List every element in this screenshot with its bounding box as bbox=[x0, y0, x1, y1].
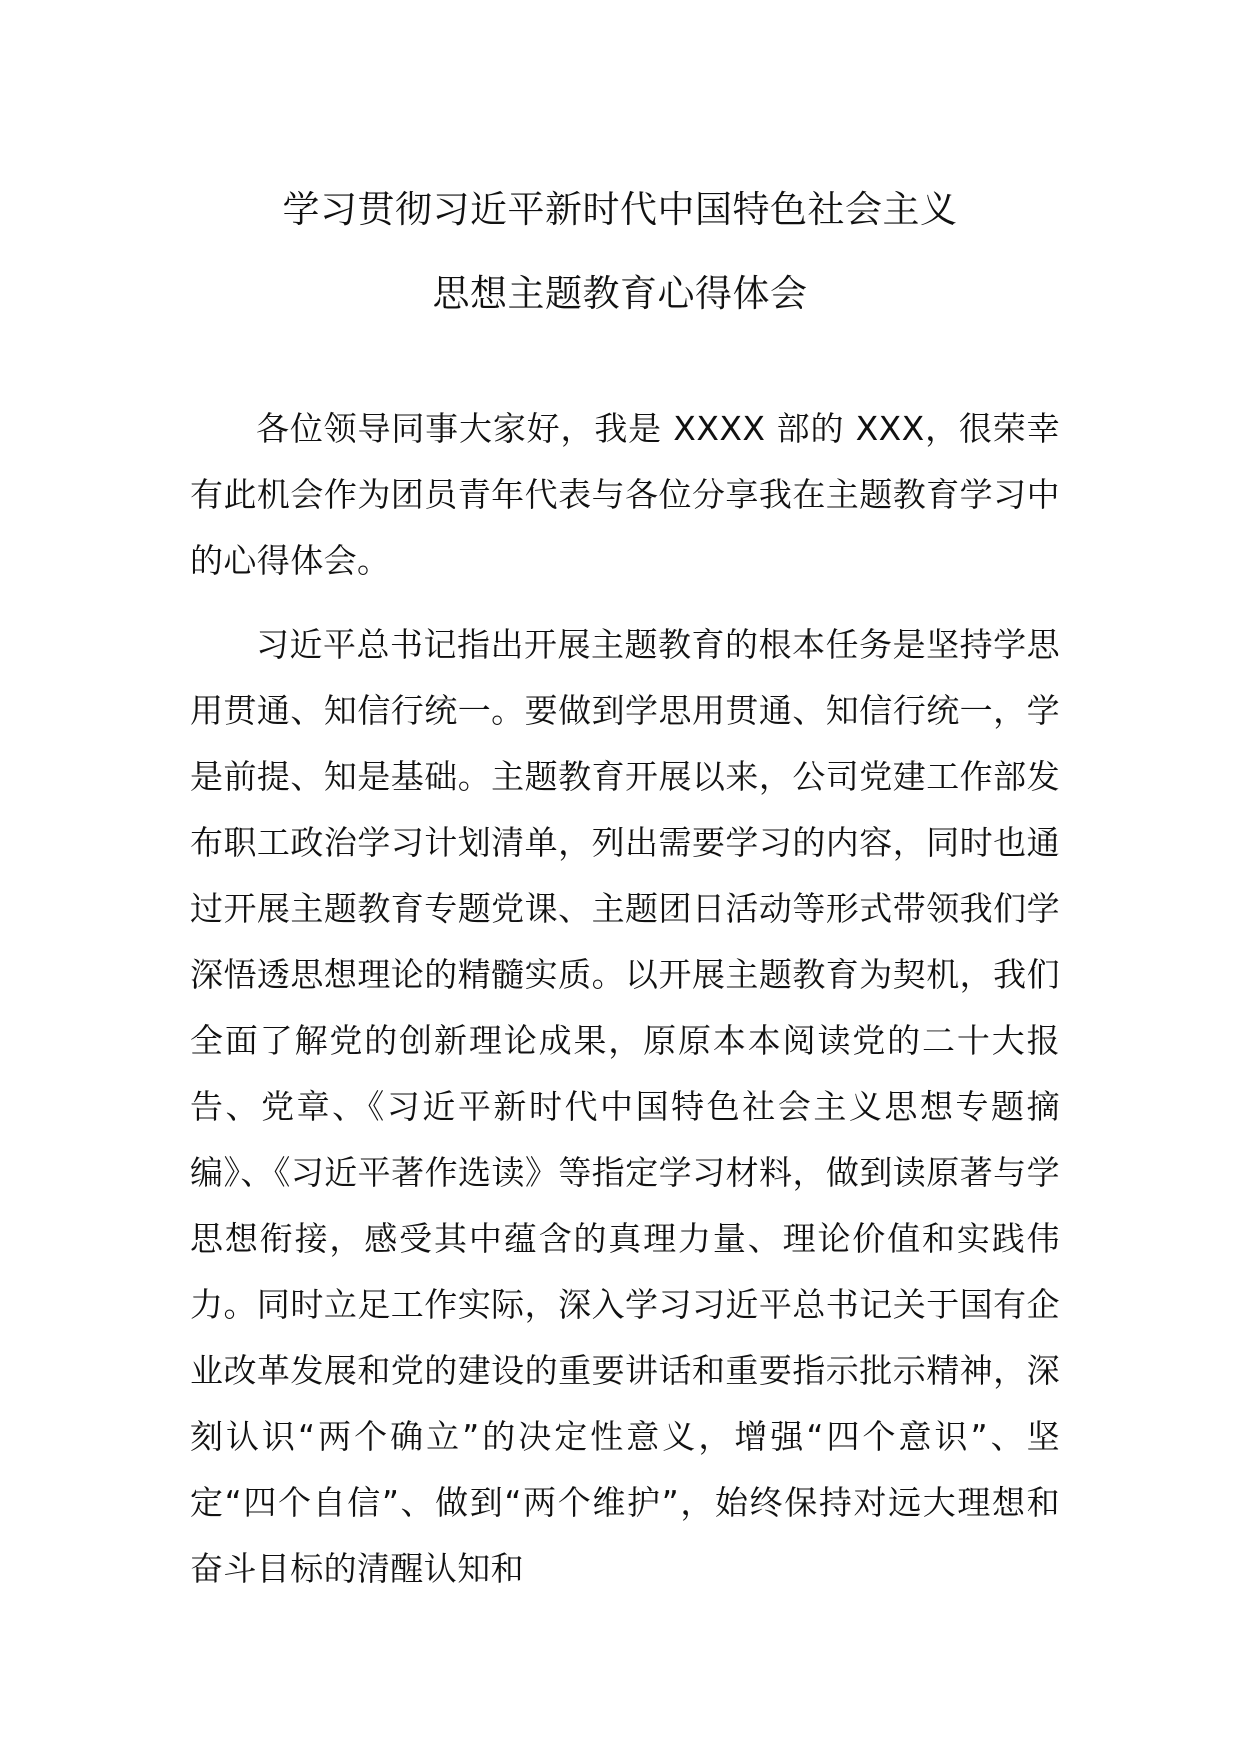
document-title bbox=[150, 168, 1090, 336]
paragraph-study: 习近平总书记指出开展主题教育的根本任务是坚持学思用贯通、知信行统一。要做到学思用贯通、知信行统一，学是前提、知是基础。主题教育开展以来，公司党建工作部发布职工政治学习计划清单，列出需要学习的内容，同时也通过开展主题教育专题党课、主题团日活动等形式带领我们学深悟透思想理论的精髓实质。以开展主题教育为契机，我们全面了解党的创新理论成果，原原本本阅读党的二十大报告、党章、《习近平新时代中国特色社会主义思想专题摘编》、《习近平著作选读》等指定学习材料，做到读原著与学思想衔接，感受其中蕴含的真理力量、理论价值和实践伟力。同时立足工作实际，深入学习习近平总书记关于国有企业改革发展和党的建设的重要讲话和重要指示批示精神，深刻认识“两个确立”的决定性意义，增强“四个意识”、坚定“四个自信”、做到“两个维护”，始终保持对远大理想和奋斗目标的清醒认知和 bbox=[190, 625, 1060, 1588]
title-line-1: 学习贯彻习近平新时代中国特色社会主义 bbox=[282, 188, 958, 231]
title-line-2: 思想主题教育心得体会 bbox=[432, 272, 808, 315]
document-body bbox=[190, 396, 1060, 1620]
paragraph-greeting: 各位领导同事大家好，我是 XXXX 部的 XXX，很荣幸有此机会作为团员青年代表与各位分享我在主题教育学习中的心得体会。 bbox=[190, 409, 1060, 580]
